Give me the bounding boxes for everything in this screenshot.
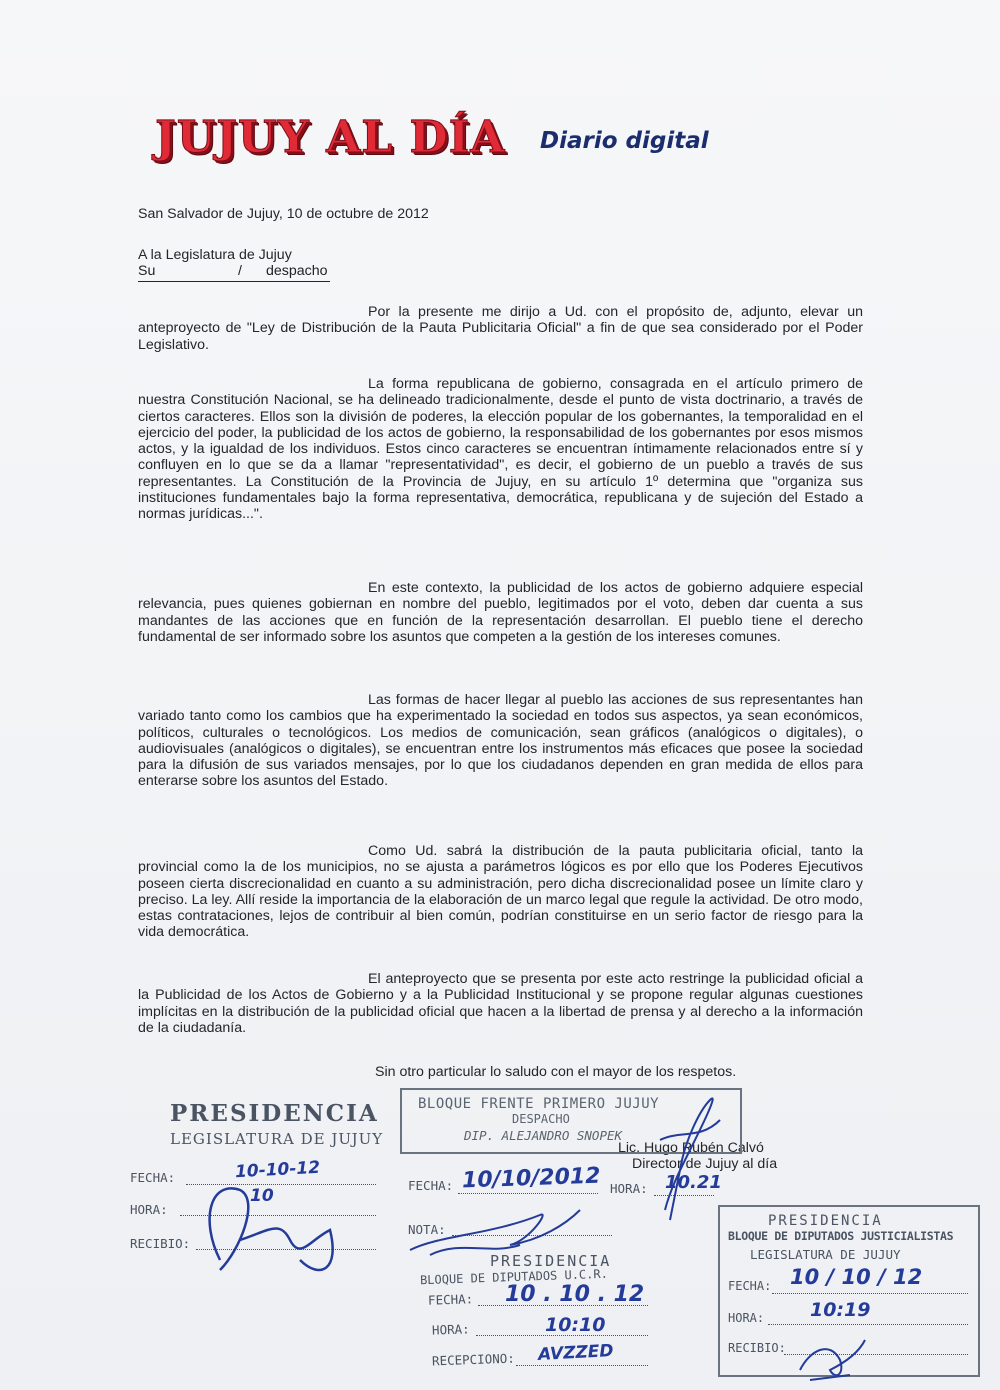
pj-hora-label: HORA: <box>728 1311 765 1325</box>
signature-scribble-center-icon <box>400 1195 600 1265</box>
bfp-nota-label: NOTA: <box>408 1222 446 1237</box>
handwritten-fecha: 10-10-12 <box>234 1157 321 1183</box>
pj-fecha-label: FECHA: <box>728 1279 772 1293</box>
stamp-subtitle: BLOQUE DE DIPUTADOS JUSTICIALISTAS <box>728 1229 954 1243</box>
stamp-line-1: BLOQUE FRENTE PRIMERO JUJUY <box>418 1096 660 1112</box>
ucr-handwritten-hora: 10:10 <box>545 1314 606 1336</box>
bfp-hora-label: HORA: <box>610 1181 648 1196</box>
stamp-title: PRESIDENCIA <box>768 1213 883 1229</box>
pj-handwritten-hora: 10:19 <box>810 1299 871 1321</box>
pj-handwritten-fecha: 10 / 10 / 12 <box>790 1265 923 1289</box>
ucr-recepciono-label: RECEPCIONO: <box>431 1350 516 1369</box>
body-paragraph-1: Por la presente me dirijo a Ud. con el propósito de, adjunto, elevar un anteproyecto de "Ley de Distribución de la Pauta Publicitaria Oficial" a fin de que sea considerado por el Poder Legislativo. <box>138 304 863 353</box>
body-paragraph-4: Las formas de hacer llegar al pueblo las acciones de sus representantes han variado tanto como los cambios que ha experimentado la sociedad en todos sus aspectos, ya sean económicos, políticos, culturales o tecnológicos. Los medios de comunicación, sean gráficos (analógicos o digitales), o audiovisuales (analógicos o digitales), se encuentran entre los instrumentos más eficaces que posee la sociedad para la difusión de sus variados mensajes, por lo que los ciudadanos dependen en gran medida de ellos para enterarse sobre los asuntos del Estado. <box>138 692 863 790</box>
body-paragraph-2: La forma republicana de gobierno, consagrada en el artículo primero de nuestra Constitución Nacional, se ha delineado tradicionalmente, desde el punto de vista doctrinario, a través de ciertos caracteres. Ellos son la división de poderes, la elección popular de los gobernantes, la temporalidad en el ejercicio del poder, la publicidad de los actos de gobierno, la responsabilidad de los gobernantes por esos mismos actos, y la igualdad de los individuos. Estos cinco caracteres se encuentran íntimamente relacionados entre sí y confluyen en lo que se da a llamar "representatividad", es decir, el gobierno de un pueblo a través de sus representantes. La Constitución de la Provincia de Jujuy, en su artículo 1º determina que "organiza sus instituciones fundamentales bajo la forma representativa, democrática, republicana y de sujeción del Estado a normas jurídicas...". <box>138 376 863 523</box>
pj-hora-dots <box>768 1323 968 1325</box>
ucr-recepciono-dots <box>516 1364 648 1366</box>
date-line: San Salvador de Jujuy, 10 de octubre de 2012 <box>138 206 429 222</box>
signature-name: Lic. Hugo Rubén Calvó <box>618 1140 764 1156</box>
signature-title: Director de Jujuy al día <box>632 1156 778 1172</box>
bfp-fecha-label: FECHA: <box>408 1178 454 1193</box>
signature-scribble-director-icon <box>610 1080 740 1230</box>
stamp-line-3: DIP. ALEJANDRO SNOPEK <box>464 1128 623 1143</box>
recibio-label: RECIBIO: <box>130 1236 191 1251</box>
addressee: A la Legislatura de Jujuy <box>138 247 292 263</box>
newspaper-tagline: Diario digital <box>540 128 709 154</box>
stamp-subtitle: LEGISLATURA DE JUJUY <box>170 1130 384 1148</box>
hora-label: HORA: <box>130 1202 168 1217</box>
stamp-subtitle-2: LEGISLATURA DE JUJUY <box>750 1247 901 1262</box>
ucr-handwritten-recepciono: AVZZED <box>537 1341 615 1365</box>
ucr-fecha-label: FECHA: <box>427 1291 474 1308</box>
stamp-subtitle: BLOQUE DE DIPUTADOS U.C.R. <box>419 1266 609 1288</box>
ucr-handwritten-fecha: 10 . 10 . 12 <box>505 1282 645 1307</box>
signature-scribble-left-icon <box>180 1150 380 1290</box>
stamp-line-2: DESPACHO <box>512 1112 570 1126</box>
fecha-label: FECHA: <box>130 1170 176 1185</box>
closing-line: Sin otro particular lo saludo con el mayor de los respetos. <box>375 1064 737 1080</box>
body-paragraph-5: Como Ud. sabrá la distribución de la pauta publicitaria oficial, tanto la provincial como la de los municipios, no se ajusta a parámetros lógicos es por ello que los Poderes Ejecutivos poseen cierta discrecionalidad en cuanto a su administración, pero dicha discrecionalidad posee un límite claro y preciso. La ley. Allí reside la importancia de la elaboración de un marco legal que regule la actividad. De otro modo, estas contrataciones, lejos de contribuir al bien común, podrían constituirse en un serio factor de riesgo para la vida democrática. <box>138 843 863 941</box>
bfp-handwritten-hora: 10.21 <box>665 1172 722 1193</box>
despacho-su: Su <box>138 263 156 279</box>
despacho-slash: / <box>238 263 242 279</box>
body-paragraph-6: El anteproyecto que se presenta por este acto restringe la publicidad oficial a la Publicidad de los Actos de Gobierno y a la Publicidad Institucional y se propone regular algunas cuestiones implícitas en la distribución de la publicidad oficial que hacen a la libertad de prensa y al derecho a la información de la ciudadanía. <box>138 971 863 1036</box>
handwritten-hora: 10 <box>250 1186 274 1206</box>
signature-scribble-pj-icon <box>790 1330 870 1390</box>
newspaper-logo: JUJUY AL DÍA <box>155 112 506 163</box>
despacho-word: despacho <box>266 263 328 279</box>
pj-fecha-dots <box>772 1292 968 1294</box>
despacho-line <box>138 263 330 282</box>
body-paragraph-3: En este contexto, la publicidad de los actos de gobierno adquiere especial relevancia, pues quienes gobiernan en nombre del pueblo, legitimados por el voto, deben dar cuenta a sus mandantes de las acciones que en función de la representación desarrollan. El pueblo tiene el derecho fundamental de ser informado sobre los asuntos que competen a la gestión de los intereses comunes. <box>138 580 863 645</box>
stamp-title: PRESIDENCIA <box>170 1100 379 1127</box>
stamp-title: PRESIDENCIA <box>490 1252 612 1270</box>
pj-recibio-label: RECIBIO: <box>728 1341 786 1355</box>
ucr-hora-label: HORA: <box>431 1321 470 1338</box>
bfp-handwritten-fecha: 10/10/2012 <box>461 1163 601 1194</box>
